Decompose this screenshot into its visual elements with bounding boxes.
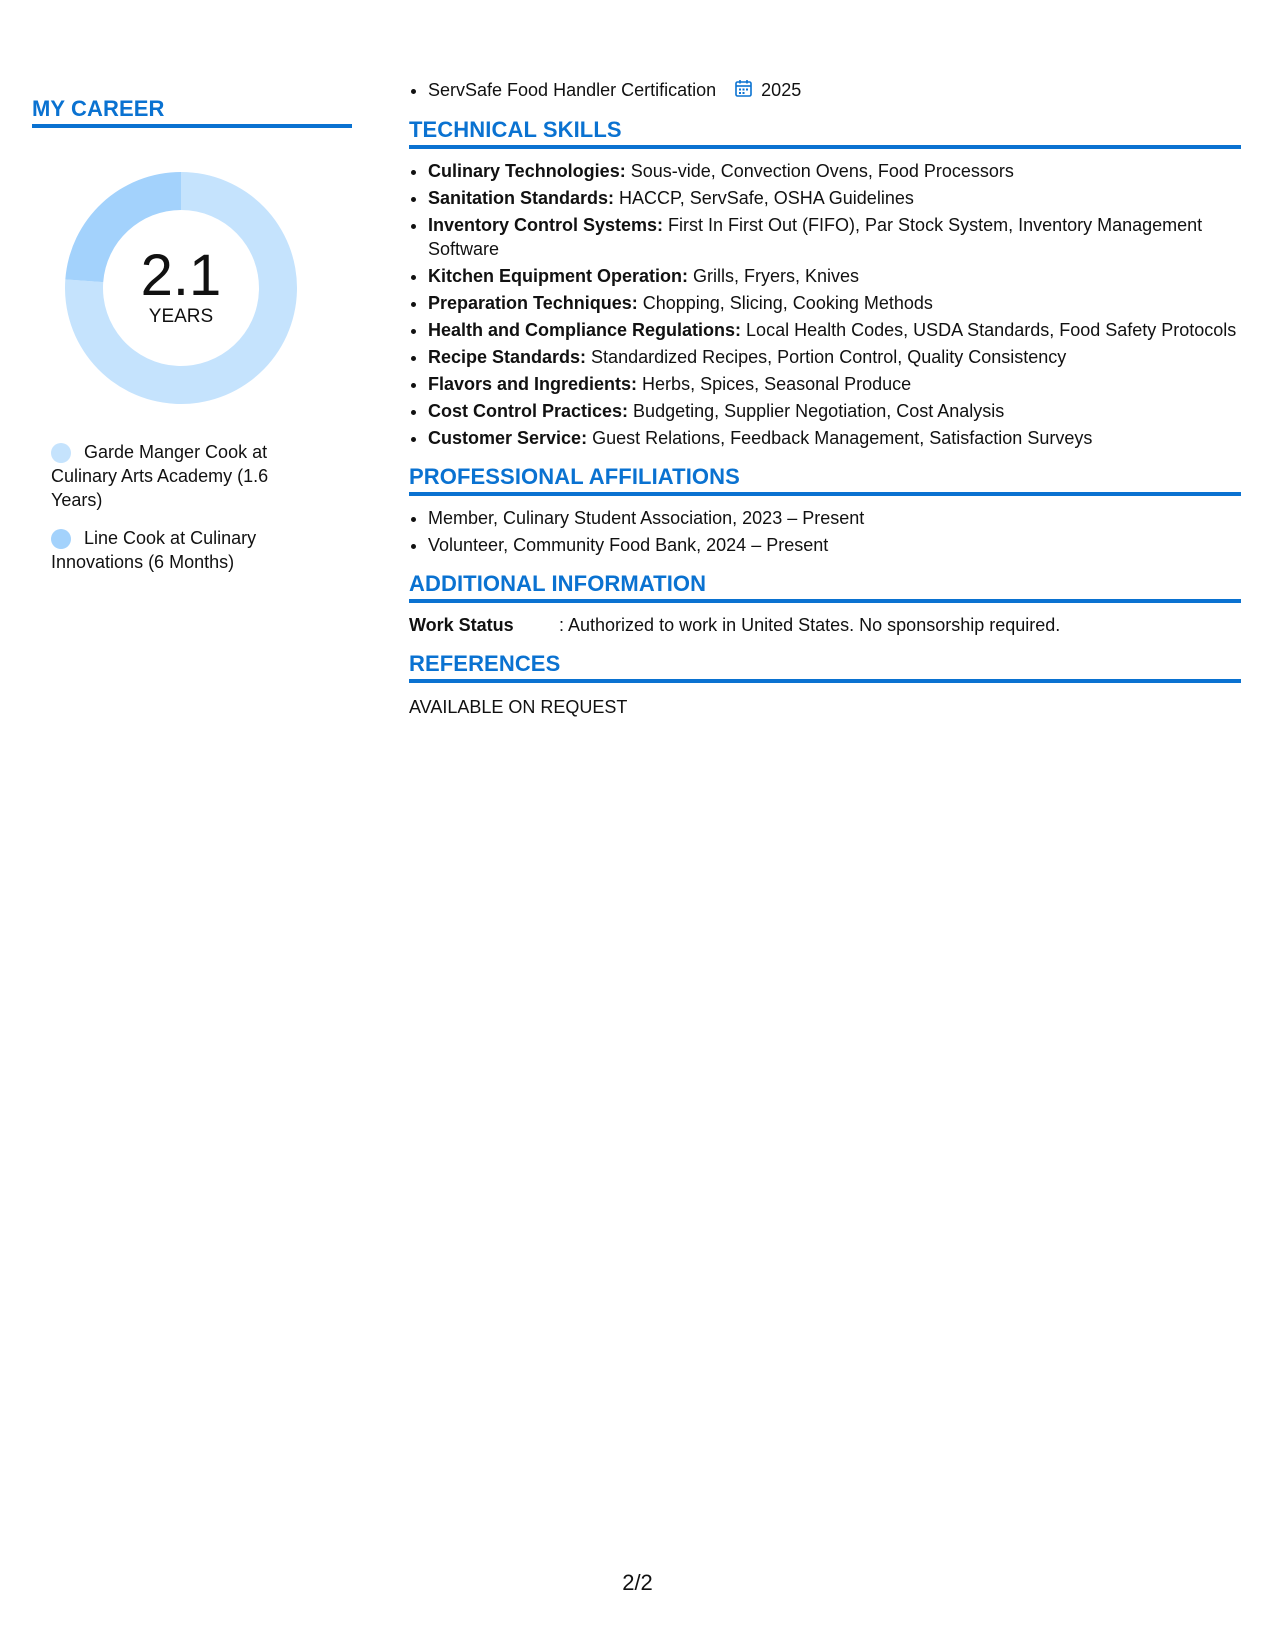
skill-text: Guest Relations, Feedback Management, Satisfaction Surveys <box>587 428 1093 449</box>
skill-label: Preparation Techniques: <box>428 293 638 314</box>
career-years-unit: YEARS <box>148 306 214 327</box>
skill-item <box>428 426 1241 450</box>
skill-text: Budgeting, Supplier Negotiation, Cost Analysis <box>628 401 1005 422</box>
skill-text: Local Health Codes, USDA Standards, Food Safety Protocols <box>741 320 1237 341</box>
legend-item <box>51 526 296 574</box>
career-donut-chart <box>65 172 297 404</box>
skill-item <box>428 159 1241 183</box>
legend-label: Line Cook at Culinary Innovations (6 Months) <box>51 528 257 572</box>
additional-info-section <box>409 571 1241 637</box>
skill-item <box>428 213 1241 261</box>
skill-label: Recipe Standards: <box>428 347 587 368</box>
calendar-icon <box>735 79 752 103</box>
skill-text: Sous-vide, Convection Ovens, Food Processors <box>625 161 1014 182</box>
technical-skills-section <box>409 117 1241 450</box>
career-total-years: 2.1 <box>140 243 222 308</box>
work-status-value: : Authorized to work in United States. No sponsorship required. <box>559 615 1061 636</box>
legend-dot <box>51 529 71 549</box>
skill-label: Health and Compliance Regulations: <box>428 320 742 341</box>
skill-label: Flavors and Ingredients: <box>428 374 638 395</box>
skill-label: Cost Control Practices: <box>428 401 629 422</box>
skill-item <box>428 399 1241 423</box>
work-status-label: Work Status <box>409 615 514 636</box>
references-section <box>409 651 1241 719</box>
certification-name: ServSafe Food Handler Certification <box>428 80 717 100</box>
skill-item <box>428 291 1241 315</box>
career-heading: MY CAREER <box>32 96 352 128</box>
skill-label: Culinary Technologies: <box>428 161 626 182</box>
affiliations-section <box>409 464 1241 557</box>
work-status-row <box>409 613 1241 637</box>
skill-text: Chopping, Slicing, Cooking Methods <box>637 293 933 314</box>
legend-label: Garde Manger Cook at Culinary Arts Academy (1.6 Years) <box>51 442 269 510</box>
additional-info-heading: ADDITIONAL INFORMATION <box>409 571 1241 603</box>
page-number: 2/2 <box>622 1570 653 1595</box>
technical-skills-heading: TECHNICAL SKILLS <box>409 117 1241 149</box>
affiliation-item: • Volunteer, Community Food Bank, 2024 – Present <box>428 533 1241 557</box>
legend-dot <box>51 443 71 463</box>
main-content <box>409 78 1241 719</box>
donut-center <box>65 172 297 404</box>
affiliation-item: • Member, Culinary Student Association, 2023 – Present <box>428 506 1241 530</box>
certification-item <box>428 78 1241 103</box>
skill-text: Standardized Recipes, Portion Control, Quality Consistency <box>586 347 1067 368</box>
skill-label: Sanitation Standards: <box>428 188 615 209</box>
skill-text: HACCP, ServSafe, OSHA Guidelines <box>614 188 914 209</box>
certification-list <box>409 78 1241 103</box>
skill-label: Customer Service: <box>428 428 588 449</box>
skill-item <box>428 186 1241 210</box>
sidebar <box>32 96 352 588</box>
affiliations-heading: PROFESSIONAL AFFILIATIONS <box>409 464 1241 496</box>
career-legend <box>51 440 296 574</box>
references-text: AVAILABLE ON REQUEST <box>409 697 628 718</box>
skill-text: Herbs, Spices, Seasonal Produce <box>637 374 912 395</box>
skill-item <box>428 345 1241 369</box>
references-heading: REFERENCES <box>409 651 1241 683</box>
skill-item <box>428 264 1241 288</box>
skill-text: Grills, Fryers, Knives <box>688 266 860 287</box>
skill-item <box>428 372 1241 396</box>
legend-item <box>51 440 296 512</box>
affiliations-list <box>409 506 1241 557</box>
skill-item <box>428 318 1241 342</box>
skill-label: Inventory Control Systems: <box>428 215 664 236</box>
skills-list <box>409 159 1241 450</box>
certification-year: 2025 <box>761 80 802 100</box>
skill-text: First In First Out (FIFO), Par Stock System, Inventory Management Software <box>428 215 1203 260</box>
skill-label: Kitchen Equipment Operation: <box>428 266 689 287</box>
